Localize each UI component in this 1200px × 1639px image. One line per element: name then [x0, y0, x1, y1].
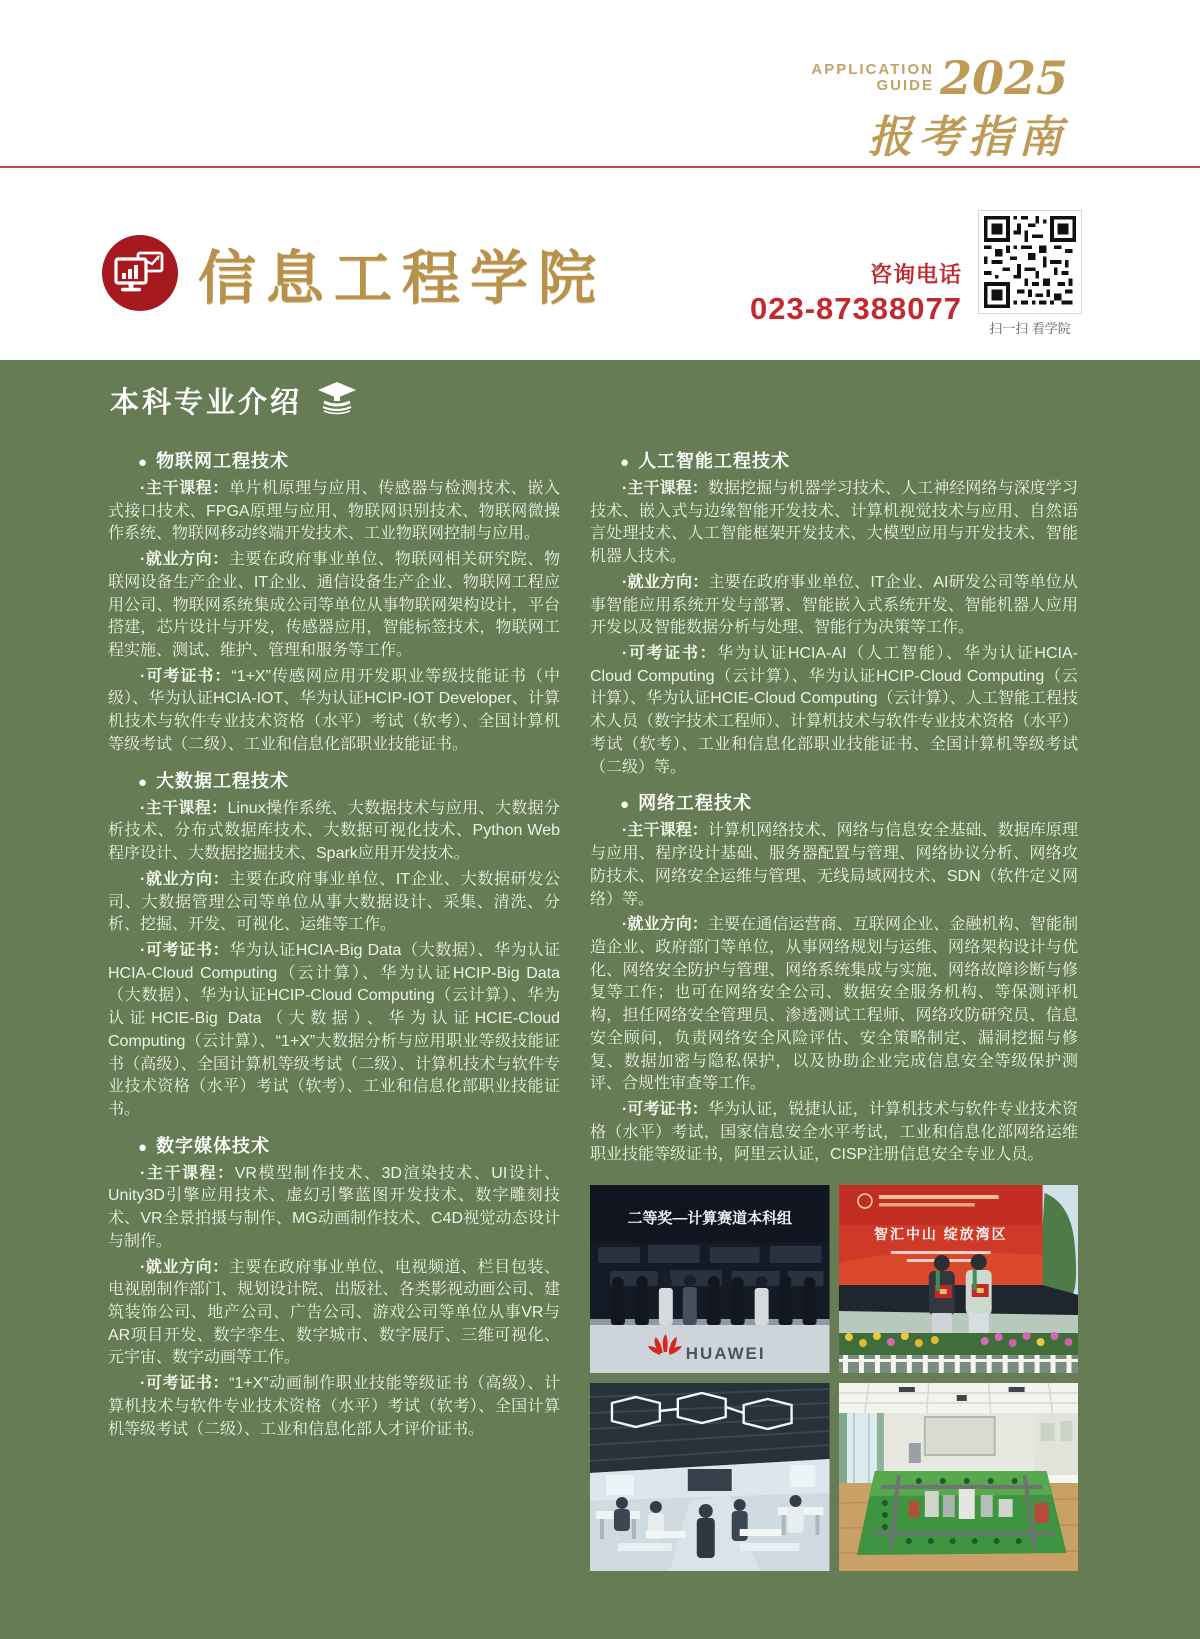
iot-jobs: ·就业方向：主要在政府事业单位、物联网相关研究院、物联网设备生产企业、IT企业、通信设备生产企业、物联网工程应用公司、物联网系统集成公司等单位从事物联网架构设计，平台搭建，芯片设计与开发，传感器应用，智能标签技术，物联网工程实施、测试、维护、管理和服务等工作。 — [108, 551, 560, 660]
application-guide-logo — [811, 51, 1068, 165]
photo-grid — [590, 1185, 1078, 1571]
header-divider — [0, 166, 1200, 168]
brand-year: 2025 — [939, 51, 1068, 105]
qr-code — [978, 210, 1082, 314]
digitalmedia-jobs: ·就业方向：主要在政府事业单位、电视频道、栏目包装、电视剧制作部门、规划设计院、出版社、各类影视动画公司、建筑装饰公司、地产公司、广告公司、游戏公司等单位从事VR与AR项目开发、数字孪生、数字城市、数字展厅、三维可视化、元宇宙、数字动画等工作。 — [108, 1258, 560, 1367]
page-title: 信息工程学院 — [198, 244, 607, 312]
ai-jobs: ·就业方向：主要在政府事业单位、IT企业、AI研发公司等单位从事智能应用系统开发与部署、智能嵌入式系统开发、智能机器人应用开发以及智能数据分析与处理、智能行为决策等工作。 — [590, 573, 1078, 637]
network-courses: ·主干课程：计算机网络技术、网络与信息安全基础、数据库原理与应用、程序设计基础、服务器配置与管理、网络协议分析、网络攻防技术、网络安全运维与管理、无线局域网技术、SDN（软件定义网络）等。 — [590, 822, 1078, 908]
bigdata-certs: ·可考证书：华为认证HCIA-Big Data（大数据）、华为认证HCIA-Cloud Computing（云计算）、华为认证HCIP-Big Data（大数据）、华为认证HCIP-Cloud Computing（云计算）、华为认证HCIE-Big Data（大数据）、华为认证HCIE-Cloud Computing（云计算）、“1+X”大数据分析与应用职业等级技能证书（高级）、全国计算机等级考试（二级）、计算机技术与软件专业技术资格（水平）考试（软考）、工业和信息化部职业技能证书。 — [108, 941, 560, 1118]
ai-certs: ·可考证书：华为认证HCIA-AI（人工智能）、华为认证HCIA-Cloud Computing（云计算）、华为认证HCIP-Cloud Computing（云计算）、华为认证HCIE-Cloud Computing（云计算）、人工智能工程技术人员（数字技术工程师）、计算机技术与软件专业技术资格（水平）考试（软考）、工业和信息化部职业技能证书、全国计算机等级考试（二级）等。 — [590, 645, 1079, 776]
major-name-ai: ● 人工智能工程技术 — [620, 451, 791, 471]
network-jobs: ·就业方向：主要在通信运营商、互联网企业、金融机构、智能制造企业、政府部门等单位，从事网络规划与运维、网络架构设计与优化、网络安全防护与管理、网络系统集成与实施、网络故障诊断与修复等工作；也可在网络安全公司、数据安全服务机构、等保测评机构，担任网络安全管理员、渗透测试工程师、网络攻防研究员、信息安全顾问，负责网络安全风险评估、安全策略制定、漏洞挖掘与修复、数据加密与隐私保护，以及协助企业完成信息安全等级保护测评、合规性审查等工作。 — [590, 916, 1078, 1093]
major-name-network: ● 网络工程技术 — [620, 793, 753, 814]
bigdata-jobs: ·就业方向：主要在政府事业单位、IT企业、大数据研发公司、大数据管理公司等单位从事大数据设计、采集、清洗、分析、挖掘、开发、可视化、运维等工作。 — [108, 870, 560, 934]
brand-chinese: 报考指南 — [868, 112, 1068, 164]
left-column — [108, 437, 560, 1571]
svg-text:智汇中山 绽放湾区: 智汇中山 绽放湾区 — [873, 1226, 1008, 1243]
section-title: 本科专业介绍 — [110, 387, 303, 419]
major-name-bigdata: ● 大数据工程技术 — [138, 770, 290, 791]
graduation-cap-icon — [314, 380, 360, 421]
iot-certs: ·可考证书：“1+X”传感网应用开发职业等级技能证书（中级）、华为认证HCIA-IOT、华为认证HCIP-IOT Developer、计算机技术与软件专业技术资格（水平）考试（软考）、全国计算机等级考试（二级）、工业和信息化部职业技能证书。 — [108, 667, 560, 753]
right-column — [590, 437, 1078, 1571]
award-ceremony-photo — [590, 1185, 830, 1373]
ai-courses: ·主干课程：数据挖掘与机器学习技术、人工神经网络与深度学习技术、嵌入式与边缘智能开发技术、计算机视觉技术与应用、自然语言处理技术、人工智能框架开发技术、大模型应用与开发技术、智能机器人技术。 — [590, 480, 1078, 566]
major-name-digitalmedia: ● 数字媒体技术 — [138, 1135, 271, 1156]
svg-text:二等奖—计算赛道本科组: 二等奖—计算赛道本科组 — [627, 1210, 792, 1228]
major-name-iot: ● 物联网工程技术 — [138, 451, 290, 471]
computer-lab-photo — [590, 1383, 830, 1571]
qr-caption: 扫一扫 看学院 — [989, 320, 1071, 336]
contact-block — [750, 258, 962, 337]
digitalmedia-certs: ·可考证书：“1+X”动画制作职业技能等级证书（高级）、计算机技术与软件专业技术资格（水平）考试（软考）、全国计算机等级考试（二级）、工业和信息化部人才评价证书。 — [108, 1375, 560, 1438]
qr-block — [978, 210, 1082, 337]
competition-award-photo — [839, 1185, 1079, 1373]
brand-line2: GUIDE — [876, 76, 934, 94]
phone-label: 咨询电话 — [869, 261, 962, 287]
college-header — [100, 198, 1082, 348]
brand-line1: APPLICATION — [811, 60, 934, 78]
iot-courses: ·主干课程：单片机原理与应用、传感器与检测技术、嵌入式接口技术、FPGA原理与应用、物联网识别技术、物联网微操作系统、物联网移动终端开发技术、工业物联网控制与应用。 — [108, 480, 560, 543]
bigdata-courses: ·主干课程：Linux操作系统、大数据技术与应用、大数据分析技术、分布式数据库技术、大数据可视化技术、Python Web程序设计、大数据挖掘技术、Spark应用开发技术。 — [108, 799, 560, 863]
digitalmedia-courses: ·主干课程：VR模型制作技术、3D渲染技术、UI设计、Unity3D引擎应用技术、虚幻引擎蓝图开发技术、数字雕刻技术、VR全景拍摄与制作、MG动画制作技术、C4D视觉动态设计与制作。 — [108, 1164, 560, 1250]
svg-text:HUAWEI: HUAWEI — [685, 1344, 766, 1364]
monitor-chart-icon — [100, 233, 180, 313]
network-certs: ·可考证书：华为认证，锐捷认证，计算机技术与软件专业技术资格（水平）考试，国家信息安全水平考试，工业和信息化部网络运维职业技能等级证书，阿里云认证，CISP注册信息安全专业人员。 — [590, 1100, 1078, 1164]
city-model-room-photo — [839, 1383, 1079, 1571]
majors-content — [0, 360, 1200, 1639]
phone-number: 023-87388077 — [750, 290, 962, 326]
